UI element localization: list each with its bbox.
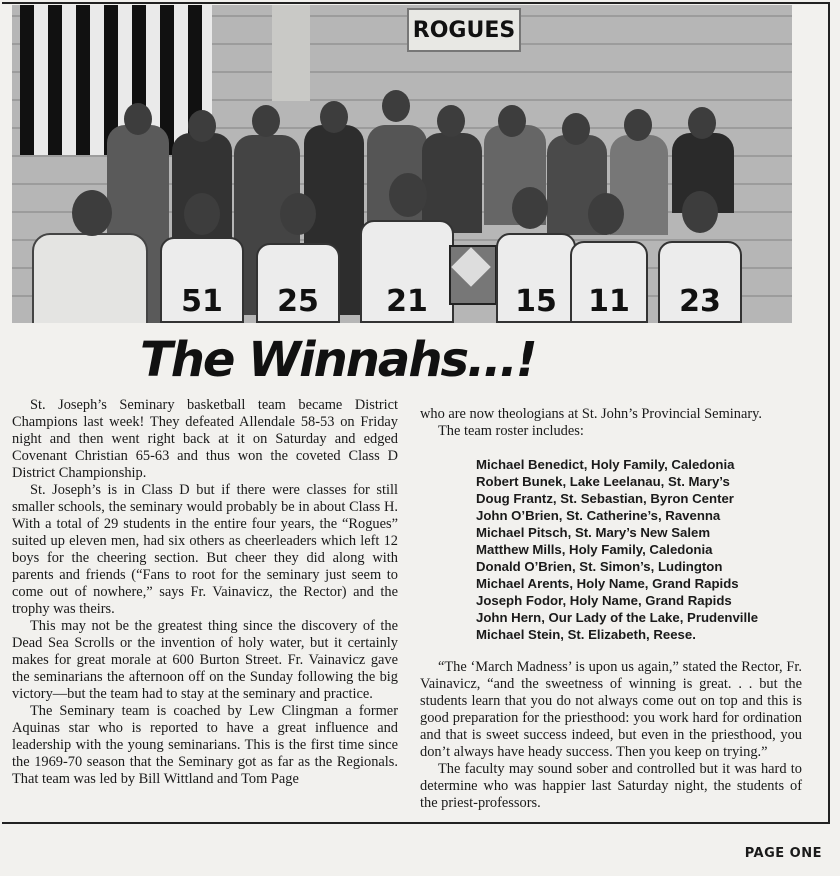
team-roster (476, 456, 802, 643)
roster-item: Joseph Fodor, Holy Name, Grand Rapids (476, 593, 732, 608)
player-head (588, 193, 624, 235)
back-row-head (320, 101, 348, 133)
back-row-head (437, 105, 465, 137)
player-head (184, 193, 220, 235)
player-head (389, 173, 427, 217)
trophy (449, 245, 497, 305)
back-row-head (188, 110, 216, 142)
coach-head (72, 190, 112, 236)
article-paragraph: This may not be the greatest thing since the discovery of the Dead Sea Scrolls or the invention of holy water, but it certainly makes for great morale at 600 Burton Street. Fr. Vainavicz gave the seminarians the afternoon off on the Sunday following the big victory—but the team had to stay at the seminary and practice. (12, 618, 398, 702)
article-right-column (420, 406, 802, 812)
back-row-head (562, 113, 590, 145)
back-row-head (124, 103, 152, 135)
team-photo (12, 5, 792, 323)
roster-item: Donald O’Brien, St. Simon’s, Ludington (476, 559, 723, 574)
roster-item: Doug Frantz, St. Sebastian, Byron Center (476, 491, 734, 506)
article-paragraph: St. Joseph’s is in Class D but if there were classes for still smaller schools, the seminary would probably be in about Class H. With a total of 29 students in the entire four years, the “Rogues” suited up eleven men, had six others as cheerleaders which left 12 boys for the cheering section. But cheer they did along with parents and friends (“Fans to root for the seminary just seem to come out of nowhere,” says Fr. Vainavicz, the Rector) and the trophy was theirs. (12, 482, 398, 617)
page-number: PAGE ONE (744, 846, 822, 861)
roster-item: Michael Benedict, Holy Family, Caledonia (476, 457, 735, 472)
player-jersey: 15 (496, 233, 576, 323)
rogues-banner: ROGUES (407, 8, 521, 52)
player-jersey: 11 (570, 241, 648, 323)
roster-item: Michael Pitsch, St. Mary’s New Salem (476, 525, 711, 540)
back-row-head (688, 107, 716, 139)
article-paragraph: St. Joseph’s Seminary basketball team became District Champions last week! They defeated Allendale 58-53 on Friday night and then went right back at it on Saturday and edged Covenant Christian 65-63 and thus won the coveted Class D District Championship. (12, 397, 398, 481)
article-paragraph: “The ‘March Madness’ is upon us again,” stated the Rector, Fr. Vainavicz, “and the sweetness of winning is great. . . but the students learn that you do not always come out on top and this is good preparation for the priesthood: you work hard for ordination and that is sweet success indeed, but even in the priesthood, you don’t always have heady success. Then you keep on trying.” (420, 659, 802, 760)
roster-intro: The team roster includes: (438, 423, 584, 439)
player-head (682, 191, 718, 233)
article-left-column (12, 397, 398, 788)
player-jersey: 21 (360, 220, 454, 323)
roster-item: Michael Arents, Holy Name, Grand Rapids (476, 576, 739, 591)
player-head (512, 187, 548, 229)
player-jersey: 23 (658, 241, 742, 323)
coach (32, 233, 148, 323)
back-row-head (624, 109, 652, 141)
article-paragraph: The faculty may sound sober and controlled but it was hard to determine who was happier last Saturday night, the students of the priest-professors. (420, 761, 802, 811)
article-paragraph: The Seminary team is coached by Lew Clingman a former Aquinas star who is reported to have a great influence and leadership with the young seminarians. This is the first time since the 1969-70 season that the Seminary got as far as the Regionals. That team was led by Bill Wittland and Tom Page (12, 703, 398, 787)
article-continuation: who are now theologians at St. John’s Provincial Seminary. (420, 406, 762, 422)
headline: The Winnahs...! (140, 332, 536, 388)
back-row-head (382, 90, 410, 122)
wall-pillar (272, 5, 310, 101)
player-head (280, 193, 316, 235)
roster-item: John Hern, Our Lady of the Lake, Prudenville (476, 610, 759, 625)
back-row-person (422, 133, 482, 233)
back-row-head (498, 105, 526, 137)
player-jersey: 51 (160, 237, 244, 323)
roster-item: Robert Bunek, Lake Leelanau, St. Mary’s (476, 474, 730, 489)
player-jersey: 25 (256, 243, 340, 323)
back-row-head (252, 105, 280, 137)
roster-item: Michael Stein, St. Elizabeth, Reese. (476, 627, 696, 642)
roster-item: Matthew Mills, Holy Family, Caledonia (476, 542, 713, 557)
roster-item: John O’Brien, St. Catherine’s, Ravenna (476, 508, 721, 523)
